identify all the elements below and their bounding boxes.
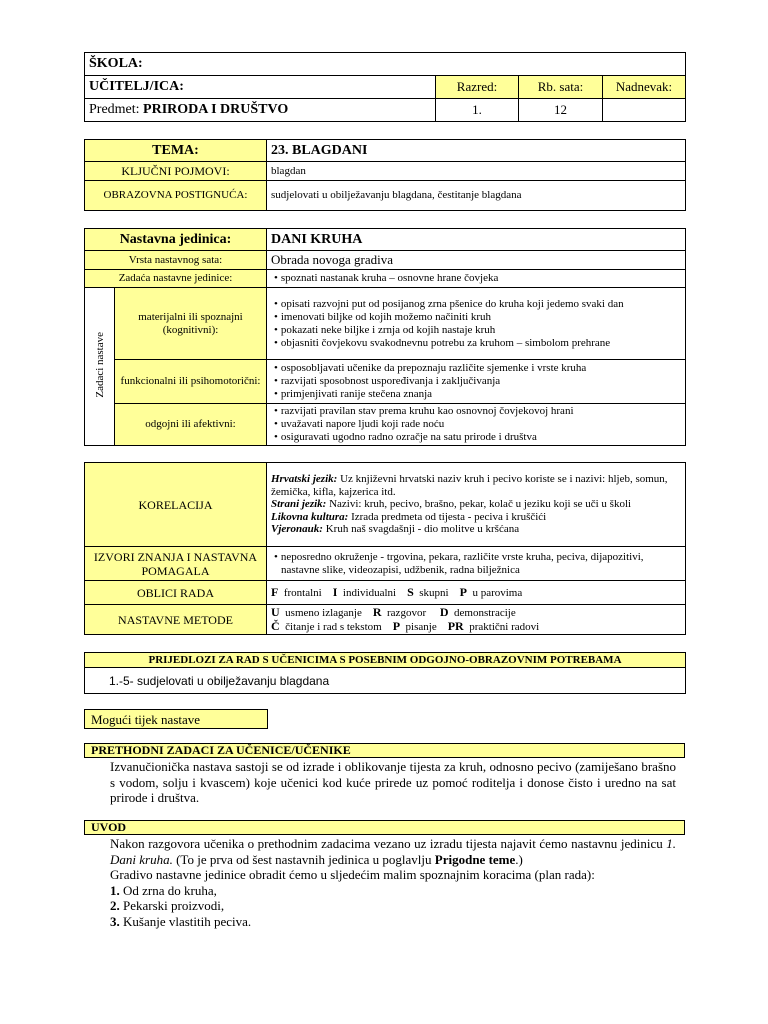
nadnevak-value — [603, 99, 686, 122]
vrsta-value: Obrada novoga gradiva — [267, 251, 686, 270]
obrazovna-label: OBRAZOVNA POSTIGNUĆA: — [85, 181, 267, 211]
hrv-text: Uz književni hrvatski naziv kruh i pecivo koriste se i nazivi: hljeb, somun, žemička, kifla, kajzerica itd. — [271, 473, 668, 498]
korelacija-cell — [267, 463, 686, 547]
metode-cell — [267, 605, 686, 635]
oblik-code: P — [459, 584, 467, 599]
funkcionalni-item: • razvijati sposobnost uspoređivanja i zaključivanja — [271, 375, 681, 388]
uvod-text-block — [110, 836, 676, 929]
odgojni-cell — [267, 404, 686, 446]
oblici-label: OBLICI RADA — [85, 581, 267, 605]
oblik-text: individualni — [342, 586, 397, 599]
uvod-step-text: Od zrna do kruha, — [119, 882, 217, 898]
oblik-text: skupni — [419, 586, 449, 599]
tema-label: TEMA: — [85, 140, 267, 162]
metoda-code: P — [392, 618, 401, 633]
ucitelj-label: UČITELJ/ICA: — [85, 76, 436, 99]
korelacija-label: KORELACIJA — [85, 463, 267, 547]
likovna-text: Izrada predmeta od tijesta - peciva i kruščići — [348, 510, 547, 523]
strani-label: Strani jezik: — [271, 498, 327, 511]
vrsta-label: Vrsta nastavnog sata: — [85, 251, 267, 270]
jedinica-value: DANI KRUHA — [267, 229, 686, 251]
uvod-step-num: 2. — [110, 898, 120, 913]
zadaca-label: Zadaća nastavne jedinice: — [85, 270, 267, 288]
tijek-box — [84, 709, 268, 729]
prethodni-title-box — [84, 743, 685, 758]
predmet-value: PRIRODA I DRUŠTVO — [143, 102, 289, 117]
obrazovna-value: sudjelovati u obilježavanju blagdana, čestitanje blagdana — [267, 181, 686, 211]
materijalni-item: • opisati razvojni put od posijanog zrna pšenice do kruha koji jedemo svaki dan — [271, 298, 681, 311]
tema-table — [84, 139, 686, 211]
prijedlozi-table — [84, 652, 686, 694]
rb-sata-value: 12 — [519, 99, 603, 122]
prijedlozi-text: 1.-5- sudjelovati u obilježavanju blagdana — [85, 668, 686, 694]
metoda-code: PR — [447, 618, 464, 633]
uvod-step-num: 3. — [110, 913, 120, 929]
zadaci-cell — [85, 288, 115, 446]
odgojni-item: • razvijati pravilan stav prema kruhu kao osnovnoj čovjekovoj hrani — [271, 405, 681, 418]
zadaci-label: Zadaci nastave — [93, 332, 106, 398]
materijalni-item: • pokazati neke biljke i zrnja od kojih nastaje kruh — [271, 324, 681, 337]
metoda-text: pisanje — [405, 620, 437, 633]
odgojni-item: • osiguravati ugodno radno ozračje na satu prirode i društva — [271, 431, 681, 444]
uvod-p1-b: (To je prva od šest nastavnih jedinica u poglavlju — [172, 851, 435, 867]
odgojni-item: • uvažavati napore ljudi koji rade noću — [271, 418, 681, 431]
korelacija-strani — [271, 498, 681, 511]
uvod-step — [110, 914, 676, 930]
metoda-text: čitanje i rad s tekstom — [285, 620, 382, 633]
razred-value: 1. — [436, 99, 519, 122]
tijek-label: Mogući tijek nastave — [91, 712, 201, 727]
uvod-step-num: 1. — [110, 882, 120, 898]
prijedlozi-title: PRIJEDLOZI ZA RAD S UČENICIMA S POSEBNIM ODGOJNO-OBRAZOVNIM POTREBAMA — [85, 653, 686, 668]
prethodni-text-block — [110, 759, 676, 806]
funkcionalni-item: • osposobljavati učenike da prepoznaju različite sjemenke i vrste kruha — [271, 362, 681, 375]
oblici-cell — [267, 581, 686, 605]
vjeronauk-text: Kruh naš svagdašnji - dio molitve u kršćana — [322, 523, 520, 536]
uvod-step — [110, 898, 676, 914]
uvod-p2: Gradivo nastavne jedinice obradit ćemo u sljedećim malim spoznajnim koracima (plan rada): — [110, 867, 595, 882]
oblik-code: S — [407, 584, 414, 599]
izvori-cell — [267, 547, 686, 581]
materijalni-cell — [267, 288, 686, 360]
prethodni-text: Izvanučionička nastava sastoji se od izrade i oblikovanje tijesta za kruh, odnosno pecivo (zamiješano brašno s vodom, solju i kvascem) koje učenici kod kuće prirede uz pomoć roditelja i donose čisto i uredno na sat prirode i društva. — [110, 759, 676, 805]
metoda-code: Č — [271, 618, 280, 633]
razred-label: Razred: — [436, 76, 519, 99]
strani-text: Nazivi: kruh, pecivo, brašno, pekar, kolač u jeziku koji se uči u školi — [326, 498, 632, 511]
izvori-label: IZVORI ZNANJA I NASTAVNA POMAGALA — [85, 547, 267, 581]
oblik-code: I — [332, 584, 338, 599]
korelacija-table — [84, 462, 686, 635]
header-table — [84, 52, 686, 122]
uvod-step — [110, 883, 676, 899]
uvod-p1-bold: Prigodne teme — [434, 851, 516, 867]
materijalni-item: • objasniti čovjekovu svakodnevnu potrebu za kruhom – simbolom prehrane — [271, 337, 681, 350]
zadaca-value: • spoznati nastanak kruha – osnovne hrane čovjeka — [271, 272, 681, 285]
predmet-cell — [85, 99, 436, 122]
korelacija-vjeronauk — [271, 523, 681, 536]
jedinica-table — [84, 228, 686, 446]
nadnevak-label: Nadnevak: — [603, 76, 686, 99]
vjeronauk-label: Vjeronauk: — [271, 523, 323, 536]
zadaca-value-cell — [267, 270, 686, 288]
metoda-text: razgovor — [387, 606, 427, 619]
kljucni-label: KLJUČNI POJMOVI: — [85, 162, 267, 181]
funkcionalni-cell — [267, 360, 686, 404]
odgojni-label: odgojni ili afektivni: — [115, 404, 267, 446]
skola-label: ŠKOLA: — [85, 53, 686, 76]
uvod-step-text: Kušanje vlastitih peciva. — [119, 913, 252, 929]
materijalni-label: materijalni ili spoznajni (kognitivni): — [115, 288, 267, 360]
metode-label: NASTAVNE METODE — [85, 605, 267, 635]
oblik-text: u parovima — [472, 586, 523, 599]
korelacija-hrv — [271, 473, 681, 498]
metoda-code: R — [372, 604, 382, 619]
korelacija-likovna — [271, 511, 681, 524]
funkcionalni-item: • primjenjivati ranije stečena znanja — [271, 388, 681, 401]
hrv-label: Hrvatski jezik: — [271, 473, 338, 486]
metoda-code: D — [439, 604, 449, 619]
kljucni-value: blagdan — [267, 162, 686, 181]
prethodni-title: PRETHODNI ZADACI ZA UČENICE/UČENIKE — [91, 743, 351, 757]
uvod-p1-a: Nakon razgovora učenika o prethodnim zadacima vezano uz izradu tijesta najavit ćemo nastavnu jedinicu — [110, 836, 667, 851]
oblik-code: F — [271, 584, 279, 599]
funkcionalni-label: funkcionalni ili psihomotorični: — [115, 360, 267, 404]
likovna-label: Likovna kultura: — [271, 510, 349, 523]
uvod-p1-italic: 1. Dani kruha. — [110, 836, 676, 867]
metode-row — [271, 606, 681, 620]
rb-sata-label: Rb. sata: — [519, 76, 603, 99]
metoda-text: demonstracije — [454, 606, 516, 619]
uvod-title-box — [84, 820, 685, 835]
metoda-code: U — [271, 604, 280, 619]
uvod-p1 — [110, 836, 676, 867]
uvod-step-text: Pekarski proizvodi, — [119, 898, 225, 913]
metode-row — [271, 620, 681, 634]
jedinica-label: Nastavna jedinica: — [85, 229, 267, 251]
metoda-text: usmeno izlaganje — [285, 606, 362, 619]
uvod-p1-c: .) — [515, 851, 523, 867]
materijalni-item: • imenovati biljke od kojih možemo načiniti kruh — [271, 311, 681, 324]
tema-value: 23. BLAGDANI — [267, 140, 686, 162]
metoda-text: praktični radovi — [469, 620, 540, 633]
predmet-label: Predmet: — [89, 102, 140, 117]
uvod-title: UVOD — [91, 820, 127, 834]
oblik-text: frontalni — [283, 586, 322, 599]
izvori-text: • neposredno okruženje - trgovina, pekara, različite vrste kruha, peciva, dijapozitivi, nastavne slike, videozapisi, udžbenik, radna bilježnica — [271, 551, 681, 577]
